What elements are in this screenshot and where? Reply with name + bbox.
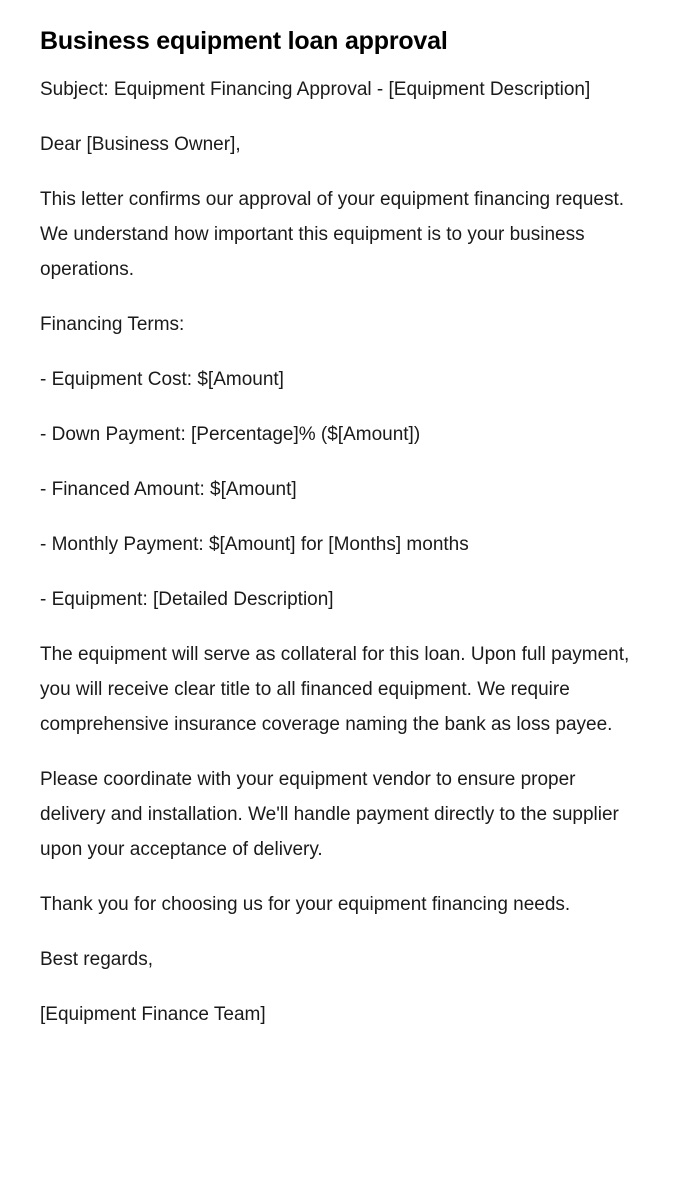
term-down-payment: - Down Payment: [Percentage]% ($[Amount]) <box>40 424 421 445</box>
term-financed-amount: - Financed Amount: $[Amount] <box>40 479 297 500</box>
thank-you-paragraph: Thank you for choosing us for your equipment financing needs. <box>40 894 571 915</box>
salutation: Dear [Business Owner], <box>40 134 241 155</box>
term-equipment-cost: - Equipment Cost: $[Amount] <box>40 369 284 390</box>
page-title: Business equipment loan approval <box>40 27 448 55</box>
term-equipment: - Equipment: [Detailed Description] <box>40 589 334 610</box>
collateral-paragraph: The equipment will serve as collateral for this loan. Upon full payment, you will receive clear title to all financed equipment. We require comprehensive insurance coverage naming the bank as loss payee. <box>40 644 630 735</box>
closing: Best regards, <box>40 949 153 970</box>
delivery-paragraph: Please coordinate with your equipment vendor to ensure proper delivery and installation. We'll handle payment directly to the supplier upon your acceptance of delivery. <box>40 769 619 860</box>
signature: [Equipment Finance Team] <box>40 1004 266 1025</box>
terms-heading: Financing Terms: <box>40 314 185 335</box>
term-monthly-payment: - Monthly Payment: $[Amount] for [Months] months <box>40 534 469 555</box>
subject-line: Subject: Equipment Financing Approval - [Equipment Description] <box>40 79 591 100</box>
intro-paragraph: This letter confirms our approval of your equipment financing request. We understand how important this equipment is to your business operations. <box>40 189 625 280</box>
